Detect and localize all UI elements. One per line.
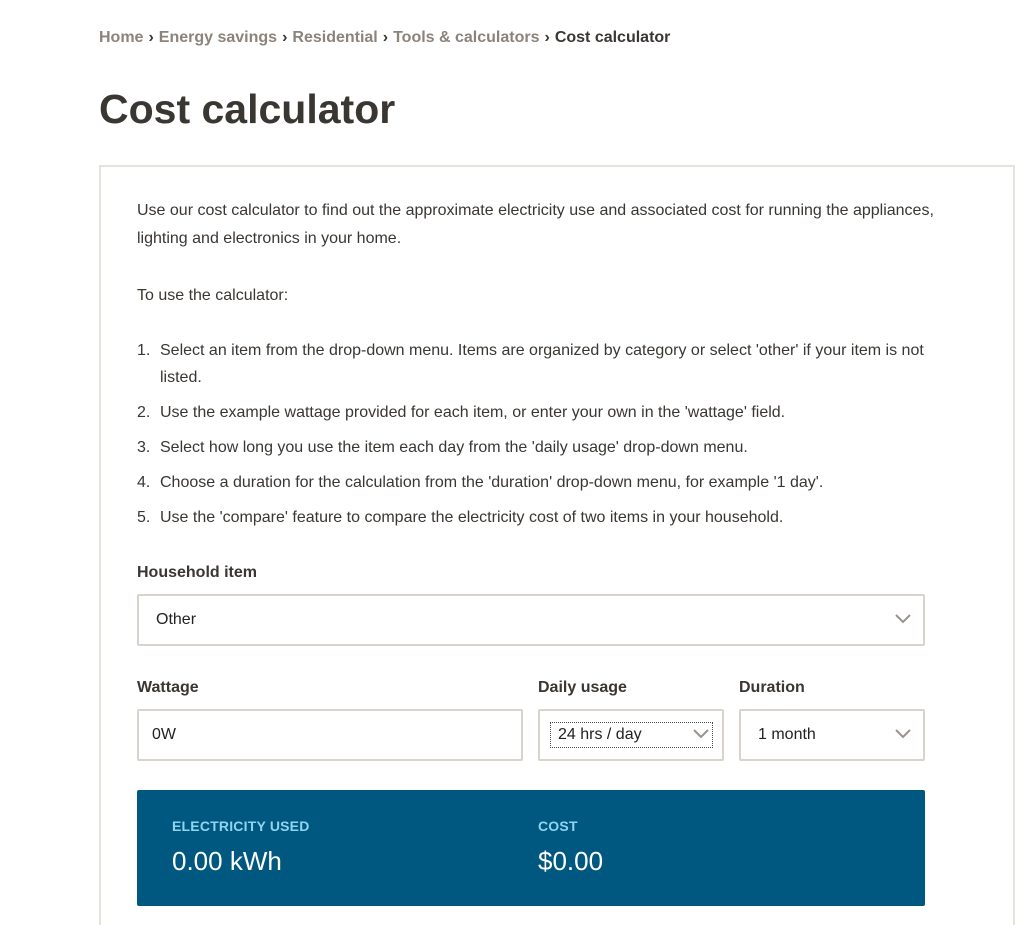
step-text: Use the example wattage provided for each item, or enter your own in the 'wattage' field. xyxy=(160,404,786,421)
instructions-list xyxy=(137,337,927,539)
cost-value: $0.00 xyxy=(538,846,604,876)
step-number: 5. xyxy=(137,509,151,526)
step-number: 1. xyxy=(137,342,151,359)
daily-usage-select[interactable] xyxy=(538,709,724,761)
breadcrumb-separator: › xyxy=(544,29,550,46)
electricity-used-value: 0.00 kWh xyxy=(172,846,282,876)
household-item-value: Other xyxy=(156,611,197,628)
breadcrumb-residential[interactable]: Residential xyxy=(292,29,378,46)
step-text: Select an item from the drop-down menu. Items are organized by category or select 'other' if your item is not listed. xyxy=(160,342,924,386)
step-number: 4. xyxy=(137,474,151,491)
duration-select[interactable] xyxy=(739,709,925,761)
instruction-step xyxy=(137,337,927,391)
instruction-step xyxy=(137,504,927,531)
daily-usage-focus xyxy=(550,722,713,748)
breadcrumb-separator: › xyxy=(382,29,389,46)
instruction-step xyxy=(137,399,927,426)
step-number: 3. xyxy=(137,439,151,456)
household-item-label: Household item xyxy=(137,564,258,581)
chevron-down-icon xyxy=(693,729,709,739)
instruction-step xyxy=(137,469,927,496)
breadcrumb xyxy=(99,29,670,47)
household-item-select[interactable] xyxy=(137,594,925,646)
breadcrumb-separator: › xyxy=(148,29,154,46)
step-number: 2. xyxy=(137,404,151,421)
daily-usage-value: 24 hrs / day xyxy=(558,726,642,743)
breadcrumb-energy-savings[interactable]: Energy savings xyxy=(158,29,278,46)
chevron-down-icon xyxy=(895,614,911,624)
wattage-label: Wattage xyxy=(137,679,199,696)
step-text: Select how long you use the item each day from the 'daily usage' drop-down menu. xyxy=(160,439,748,456)
duration-value: 1 month xyxy=(758,726,816,743)
wattage-input[interactable] xyxy=(137,709,523,761)
breadcrumb-tools-calculators[interactable]: Tools & calculators xyxy=(393,29,540,46)
breadcrumb-home[interactable]: Home xyxy=(99,29,144,46)
intro-text: Use our cost calculator to find out the approximate electricity use and associated cost for running the appliances, lighting and electronics in your home. xyxy=(137,202,934,247)
electricity-used-label: ELECTRICITY USED xyxy=(172,818,310,834)
step-text: Choose a duration for the calculation from the 'duration' drop-down menu, for example '1 day'. xyxy=(160,474,824,491)
howto-heading: To use the calculator: xyxy=(137,287,289,304)
breadcrumb-separator: › xyxy=(282,29,288,46)
step-text: Use the 'compare' feature to compare the electricity cost of two items in your household. xyxy=(160,509,784,526)
chevron-down-icon xyxy=(895,729,911,739)
duration-label: Duration xyxy=(739,679,805,696)
page-title: Cost calculator xyxy=(99,86,396,132)
breadcrumb-current: Cost calculator xyxy=(554,29,671,46)
cost-label: COST xyxy=(538,818,578,834)
instruction-step xyxy=(137,434,927,461)
daily-usage-label: Daily usage xyxy=(538,679,627,696)
results-panel xyxy=(137,790,925,906)
